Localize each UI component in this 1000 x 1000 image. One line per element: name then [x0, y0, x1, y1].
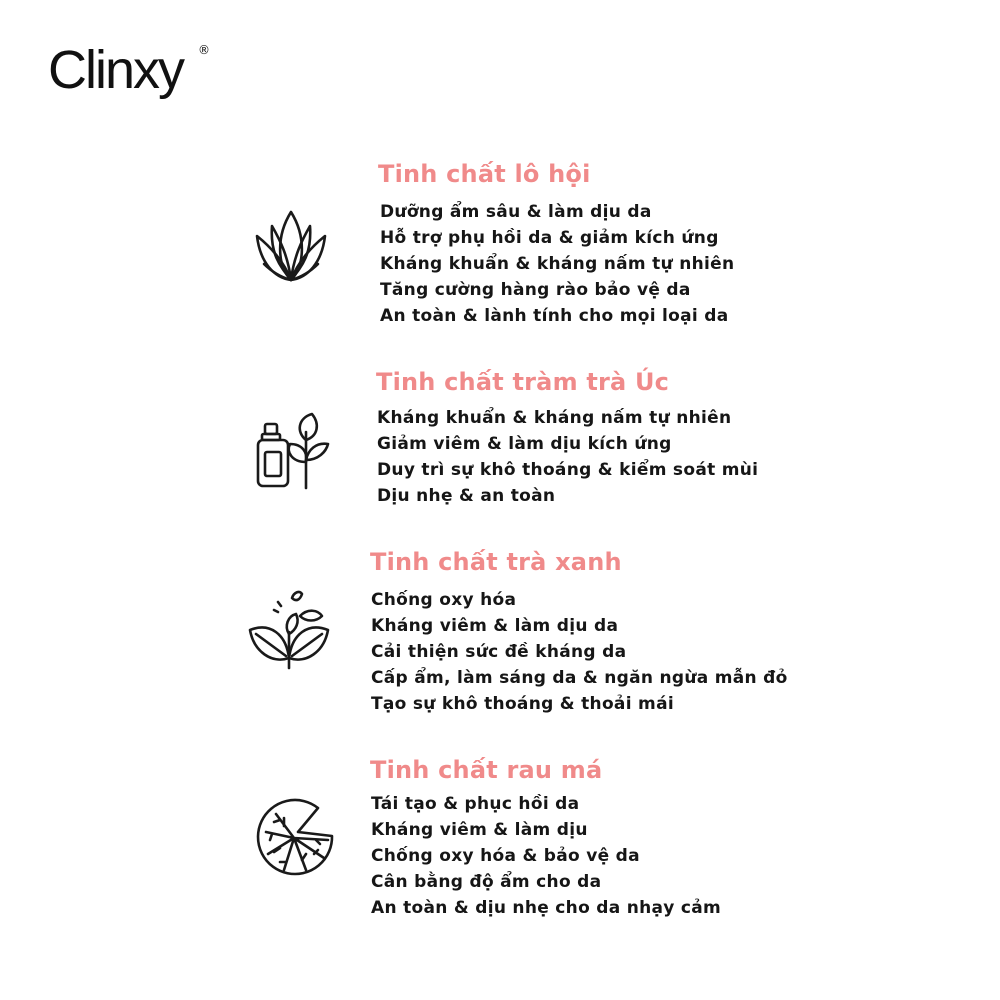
- section-title-centella: Tinh chất rau má: [370, 756, 603, 784]
- brand-logo-text: Clinxy: [48, 40, 184, 100]
- list-item: Dịu nhẹ & an toàn: [377, 486, 556, 506]
- list-item: Cải thiện sức đề kháng da: [371, 642, 627, 662]
- benefit-list-centella: [371, 791, 721, 921]
- list-item: Giảm viêm & làm dịu kích ứng: [377, 434, 672, 454]
- section-title-aloe: Tinh chất lô hội: [378, 160, 591, 188]
- list-item: Chống oxy hóa: [371, 590, 517, 610]
- list-item: Duy trì sự khô thoáng & kiểm soát mùi: [377, 460, 759, 480]
- aloe-vera-icon: [250, 206, 332, 288]
- benefit-list-green-tea: [371, 587, 788, 717]
- list-item: Hỗ trợ phụ hồi da & giảm kích ứng: [380, 228, 719, 248]
- tea-tree-oil-bottle-icon: [252, 410, 334, 492]
- green-tea-leaves-icon: [248, 588, 330, 670]
- list-item: An toàn & dịu nhẹ cho da nhạy cảm: [371, 898, 722, 918]
- list-item: Tăng cường hàng rào bảo vệ da: [380, 280, 691, 300]
- centella-leaf-icon: [254, 796, 336, 878]
- list-item: An toàn & lành tính cho mọi loại da: [380, 306, 729, 326]
- list-item: Tạo sự khô thoáng & thoải mái: [371, 694, 674, 714]
- brand-logo: [48, 38, 218, 100]
- list-item: Kháng khuẩn & kháng nấm tự nhiên: [380, 254, 735, 274]
- list-item: Kháng viêm & làm dịu da: [371, 616, 619, 636]
- list-item: Tái tạo & phục hồi da: [371, 794, 580, 814]
- list-item: Chống oxy hóa & bảo vệ da: [371, 846, 640, 866]
- registered-mark: ®: [198, 43, 210, 57]
- list-item: Kháng khuẩn & kháng nấm tự nhiên: [377, 408, 732, 428]
- list-item: Cân bằng độ ẩm cho da: [371, 872, 602, 892]
- section-title-tea-tree: Tinh chất tràm trà Úc: [376, 368, 670, 396]
- list-item: Dưỡng ẩm sâu & làm dịu da: [380, 202, 652, 222]
- benefit-list-aloe: [380, 199, 734, 329]
- section-title-green-tea: Tinh chất trà xanh: [370, 548, 622, 576]
- benefit-list-tea-tree: [377, 405, 758, 509]
- list-item: Cấp ẩm, làm sáng da & ngăn ngừa mẫn đỏ: [371, 668, 788, 688]
- list-item: Kháng viêm & làm dịu: [371, 820, 588, 840]
